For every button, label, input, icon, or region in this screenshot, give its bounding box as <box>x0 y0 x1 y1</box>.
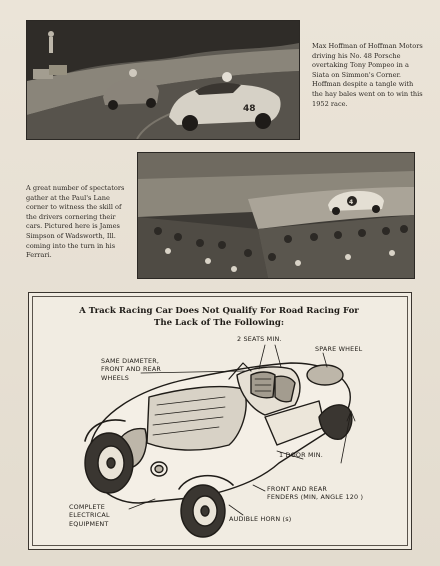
label-electrical-line-2: ELECTRICAL <box>69 511 110 520</box>
label-spare-wheel: SPARE WHEEL <box>315 345 363 353</box>
race-photo-porsche <box>26 20 300 140</box>
label-door: 1 DOOR MIN. <box>279 451 323 459</box>
label-wheels <box>101 357 161 382</box>
label-wheels-line-1: SAME DIAMETER, <box>101 357 160 365</box>
race-photo-ferrari-image <box>138 153 414 278</box>
label-horn: AUDIBLE HORN (s) <box>229 515 292 523</box>
label-fenders <box>267 485 363 502</box>
label-electrical-line-3: EQUIPMENT <box>69 519 109 528</box>
car-number-48: 48 <box>243 104 256 114</box>
caption-photo-2: A great number of spectators gather at the Paul's Lane corner to witness the skill of the drivers cornering their cars. Pictured here is James Simpson of Wadsworth, Ill. coming into the turn in his Ferrari. <box>26 184 125 260</box>
road-racing-requirements-diagram <box>28 292 412 550</box>
caption-photo-1: Max Hoffman of Hoffman Motors driving his No. 48 Porsche overtaking Tony Pompeo in a Siata on Simmon's Corner. Hoffman despite a tangle with the hay bales went on to win this 1952 race. <box>312 42 423 108</box>
race-photo-ferrari <box>137 152 415 279</box>
diagram-title-line-2: The Lack of The Following: <box>153 318 285 328</box>
car-number-4: 4 <box>349 199 354 206</box>
label-electrical <box>69 503 110 528</box>
race-photo-porsche-image <box>27 21 299 139</box>
label-wheels-line-3: WHEELS <box>101 373 130 382</box>
diagram-title-line-1: A Track Racing Car Does Not Qualify For Road Racing For <box>79 306 359 316</box>
label-fenders-line-1: FRONT AND REAR <box>267 485 328 493</box>
label-seats: 2 SEATS MIN. <box>237 335 282 343</box>
label-wheels-line-2: FRONT AND REAR <box>101 365 162 374</box>
label-electrical-line-1: COMPLETE <box>69 503 105 511</box>
label-fenders-line-2: FENDERS (MIN, ANGLE 120 ) <box>267 493 364 502</box>
